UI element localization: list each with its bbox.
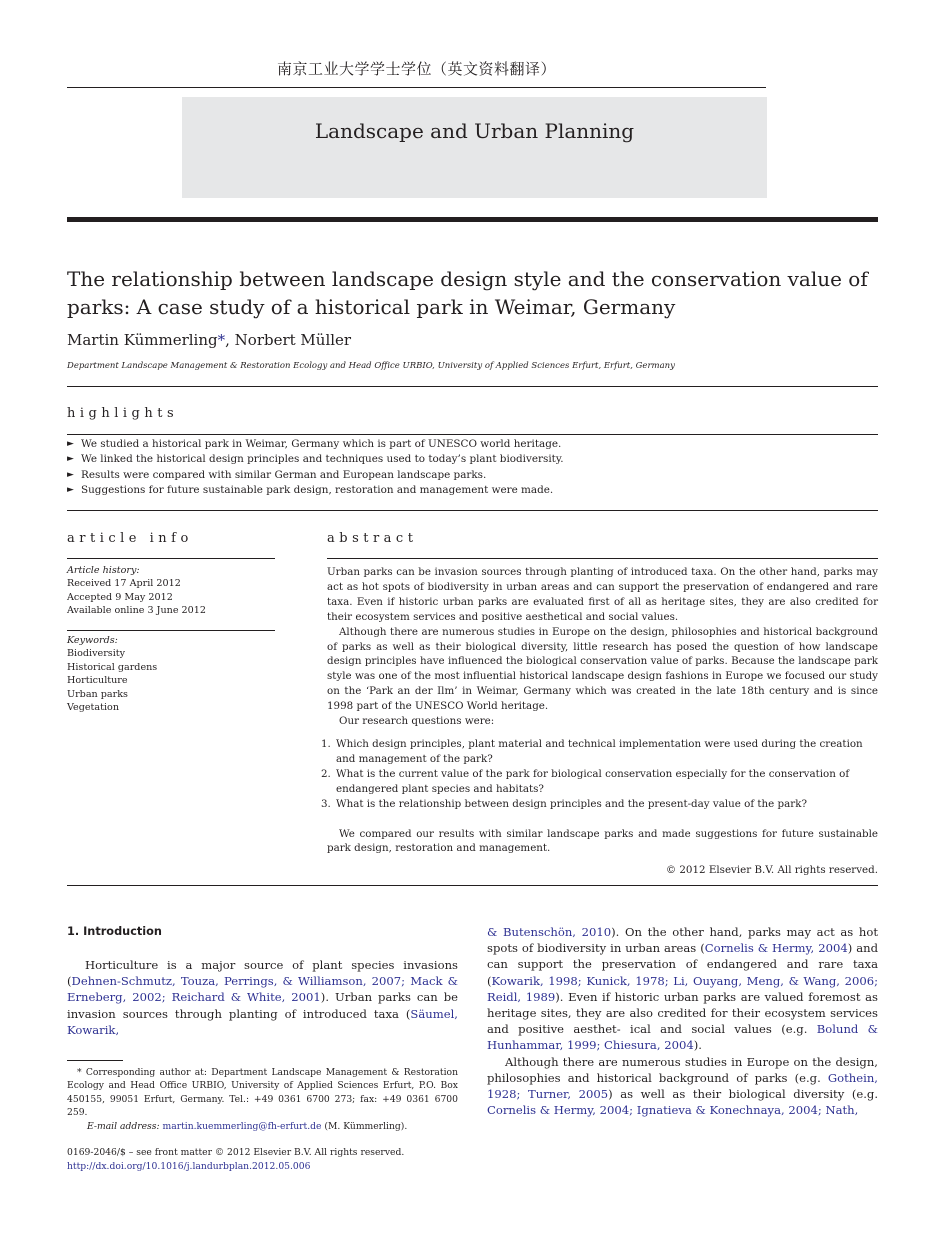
article-info-rule — [67, 558, 275, 559]
intro-left-column — [67, 957, 458, 1038]
issn-line: 0169-2046/$ – see front matter © 2012 Elsevier B.V. All rights reserved. — [67, 1147, 405, 1158]
author-list — [67, 331, 351, 349]
keyword: Urban parks — [67, 688, 128, 700]
affiliation-rule — [67, 386, 878, 387]
online-date: Available online 3 June 2012 — [67, 605, 206, 617]
footnote-rule — [67, 1060, 123, 1061]
citation-link[interactable]: & Butenschön, 2010 — [487, 925, 612, 939]
keywords-rule — [67, 630, 275, 631]
intro-paragraph: & Butenschön, 2010). On the other hand, parks may act as hot spots of biodiversity in urban areas (Cornelis & Hermy, 2004) and can support the preservation of endangered and rare taxa (Kowarik, 1998; Kunick, 1978; Li, Ouyang, Meng, & Wang, 2006; Reidl, 1989). Even if historic urban parks are valued foremost as heritage sites, they are also credited for their ecosystem services and positive aesthet- ical and social values (e.g. Bolund & Hunhammar, 1999; Chiesura, 2004). — [487, 925, 879, 1053]
abstract-paragraph: Our research questions were: — [339, 715, 495, 728]
arrow-bullet-icon: ► — [67, 469, 74, 480]
keyword: Horticulture — [67, 675, 128, 687]
highlight-item: ► Suggestions for future sustainable park design, restoration and management were made. — [67, 483, 878, 498]
article-history — [67, 564, 275, 618]
article-title — [67, 265, 878, 321]
journal-banner — [182, 97, 767, 198]
abstract-paragraph: We compared our results with similar landscape parks and made suggestions for future sustainable park design, restoration and management. — [327, 827, 878, 855]
keyword: Biodiversity — [67, 648, 126, 660]
arrow-bullet-icon: ► — [67, 484, 74, 495]
research-question: 3. What is the relationship between design principles and the present-day value of the park? — [321, 797, 807, 810]
highlights-list — [67, 437, 878, 498]
running-header: 南京工业大学学士学位（英文资料翻译） — [276, 60, 556, 78]
corresponding-author-footnote: * Corresponding author at: Department Landscape Management & Restoration Ecology and Head Office URBIO, University of Applied Sciences Erfurt, P.O. Box 450155, 99051 Erfurt, Germany. Tel.: +49 0361 6700 273; fax: +49 0361 6700 259. E-mail address: martin.kuemmerling@fh-erfurt.de (M. Kümmerling). — [67, 1067, 458, 1132]
highlights-rule — [67, 434, 878, 435]
highlight-item: ► We studied a historical park in Weimar, Germany which is part of UNESCO world heritage. — [67, 437, 878, 452]
keyword: Vegetation — [67, 702, 119, 714]
highlight-item: ► We linked the historical design principles and techniques used to today’s plant biodiversity. — [67, 452, 878, 467]
citation-link[interactable]: Säumel, Kowarik, — [67, 1006, 458, 1037]
abstract-bottom-rule — [67, 885, 878, 886]
author-muller: , Norbert Müller — [225, 331, 352, 349]
affiliation: Department Landscape Management & Restoration Ecology and Head Office URBIO, University of Applied Sciences Erfurt, Erfurt, Germany — [67, 361, 675, 371]
article-info-heading: article info — [67, 531, 193, 546]
journal-title: Landscape and Urban Planning — [314, 119, 635, 143]
masthead-rule — [67, 217, 878, 222]
intro-paragraph: Although there are numerous studies in Europe on the design, philosophies and historical background of parks (e.g. Gothein, 1928; Turner, 2005) as well as their biological diversity (e.g. Cornelis & Hermy, 2004; Ignatieva & Konechnaya, 2004; Nath, — [487, 1054, 879, 1118]
abstract-rule — [327, 558, 878, 559]
keyword: Historical gardens — [67, 661, 158, 673]
author-kummerling: Martin Kümmerling — [67, 331, 218, 349]
citation-link[interactable]: Dehnen-Schmutz, Touza, Perrings, & Williamson, 2007; Mack & Erneberg, 2002; Reichard & White, 2001 — [67, 974, 458, 1005]
highlight-item: ► Results were compared with similar German and European landscape parks. — [67, 468, 878, 483]
highlights-heading: highlights — [67, 406, 179, 421]
abstract-heading: abstract — [327, 531, 418, 546]
abstract-body — [321, 565, 878, 856]
intro-right-column — [487, 924, 878, 1118]
citation-link[interactable]: Gothein, 1928; Turner, 2005 — [487, 1070, 878, 1102]
header-rule — [67, 87, 766, 88]
email-link[interactable]: martin.kuemmerling@fh-erfurt.de — [162, 1120, 322, 1132]
citation-link[interactable]: Bolund & Hunhammar, 1999; Chiesura, 2004 — [487, 1022, 879, 1053]
research-questions — [321, 737, 878, 812]
corresponding-author-mark[interactable]: * — [217, 331, 226, 349]
received-date: Received 17 April 2012 — [67, 578, 181, 590]
abstract-paragraph: Although there are numerous studies in Europe on the design, philosophies and historical background of parks as well as their biological diversity, little research has posed the question of how landscape design principles have influenced the biological conservation value of parks. Because the landscape park style was one of the most influential historical landscape design fashions in Europe we focused our study on the ‘Park an der Ilm’ in Weimar, Germany which was created in the late 18th century and is since 1998 part of the UNESCO World heritage. — [327, 625, 878, 713]
abstract-paragraph: Urban parks can be invasion sources through planting of introduced taxa. On the other hand, parks may act as hot spots of biodiversity in urban areas and can support the preservation of endangered and rare taxa. Even if historic urban parks are evaluated first of all as heritage sites, they are also credited for their ecosystem services and positive aesthetical and social values. — [327, 566, 878, 623]
citation-link[interactable]: Cornelis & Hermy, 2004; Ignatieva & Konechnaya, 2004; Nath, — [487, 1103, 859, 1118]
keywords-label: Keywords: — [67, 635, 118, 646]
history-label: Article history: — [67, 565, 140, 576]
citation-link[interactable]: Cornelis & Hermy, 2004 — [704, 941, 848, 956]
article-title-line-2: parks: A case study of a historical park in Weimar, Germany — [67, 295, 676, 319]
research-question: 1. Which design principles, plant material and technical implementation were used during the creation and management of the park? — [321, 737, 863, 765]
keywords — [67, 634, 275, 714]
article-title-line-1: The relationship between landscape design style and the conservation value of — [67, 267, 868, 291]
abstract-copyright: © 2012 Elsevier B.V. All rights reserved. — [665, 864, 878, 876]
publication-info — [67, 1146, 404, 1173]
doi-link[interactable]: http://dx.doi.org/10.1016/j.landurbplan.2012.05.006 — [67, 1160, 311, 1172]
intro-paragraph: Horticulture is a major source of plant species invasions (Dehnen-Schmutz, Touza, Perrings, & Williamson, 2007; Mack & Erneberg, 2002; Reichard & White, 2001). Urban parks can be invasion sources through planting of introduced taxa (Säumel, Kowarik, — [67, 958, 459, 1037]
research-question: 2. What is the current value of the park for biological conservation especially for the conservation of endangered plant species and habitats? — [321, 767, 850, 795]
arrow-bullet-icon: ► — [67, 454, 74, 465]
citation-link[interactable]: Kowarik, 1998; Kunick, 1978; Li, Ouyang, Meng, & Wang, 2006; Reidl, 1989 — [487, 973, 878, 1004]
highlights-bottom-rule — [67, 510, 878, 511]
arrow-bullet-icon: ► — [67, 439, 74, 449]
email-label: E-mail address: — [87, 1120, 160, 1132]
footnote-mark: * — [77, 1067, 82, 1078]
section-heading-introduction: 1. Introduction — [67, 925, 162, 938]
accepted-date: Accepted 9 May 2012 — [67, 591, 173, 603]
